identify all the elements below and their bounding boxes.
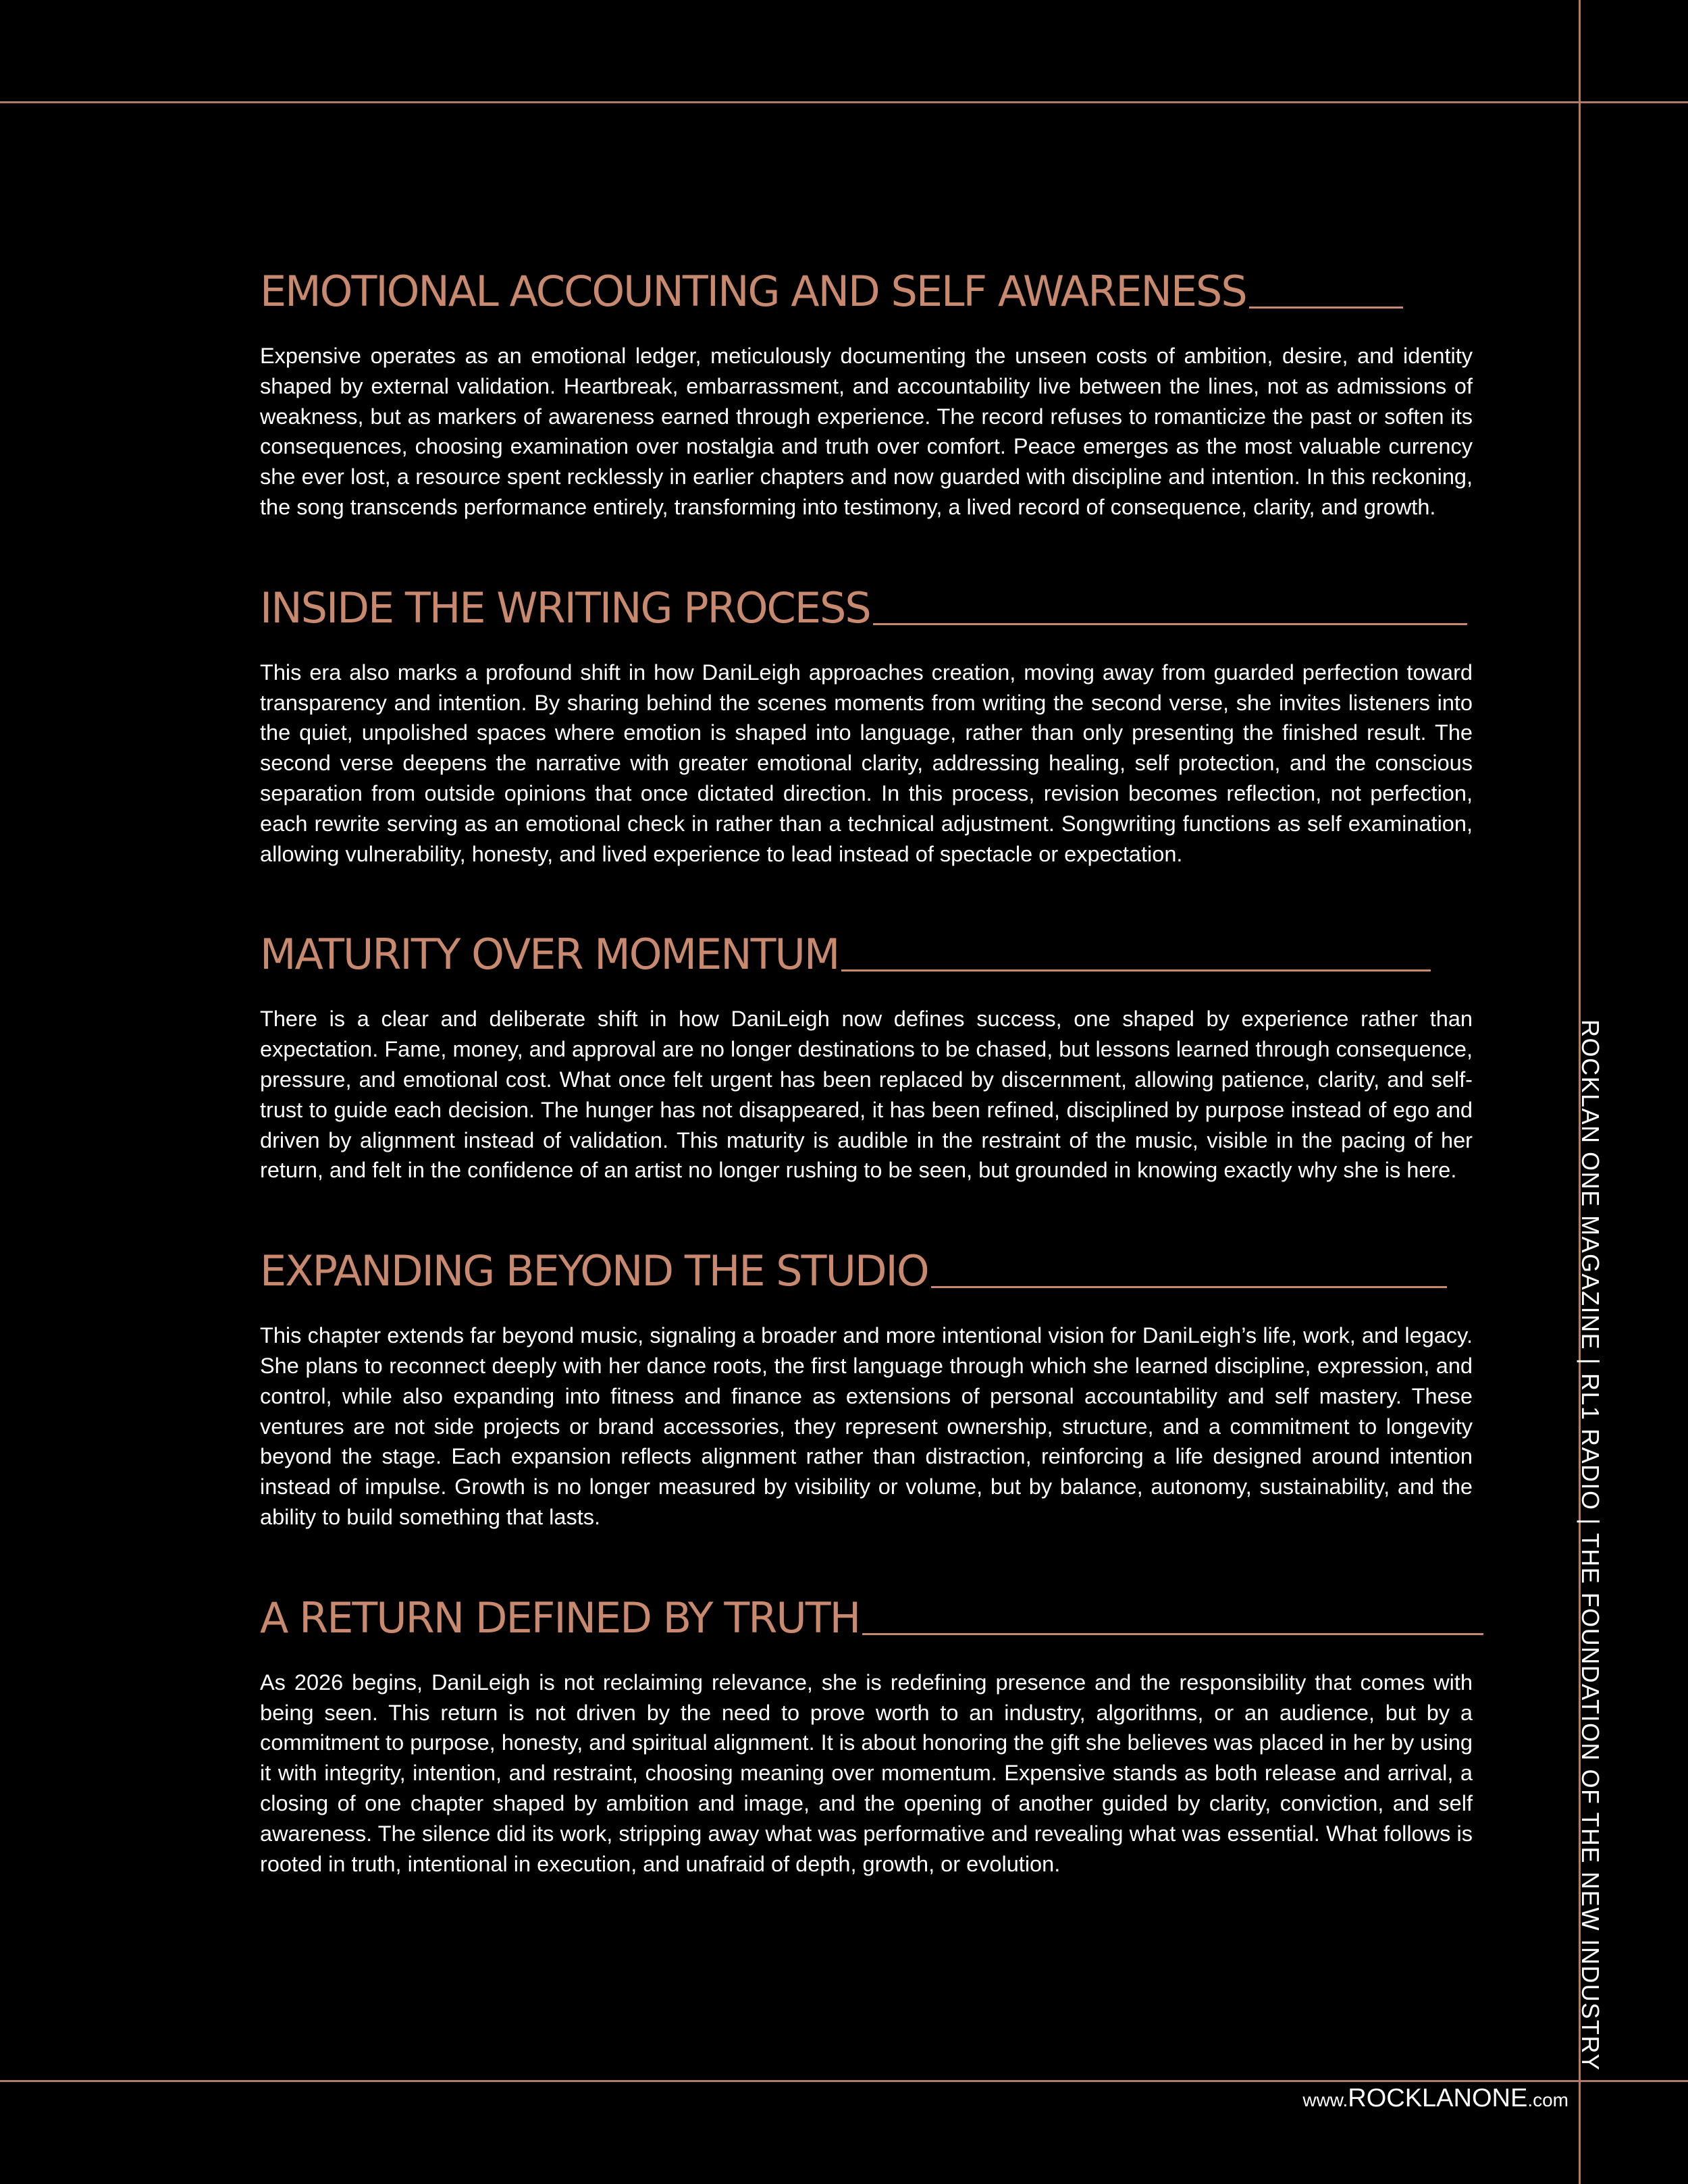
- section-return: [260, 1580, 1473, 1880]
- section-heading-text: A RETURN DEFINED BY TRUTH: [260, 1593, 860, 1643]
- section-paragraph: Expensive operates as an emotional ledger, meticulously documenting the unseen costs of ambition, desire, and identity shaped by external validation. Heartbreak, embarrassment, and accountability live between the lines, not as admissions of weakness, but as markers of awareness earned through experience. The record refuses to romanticize the past or soften its consequences, choosing examination over nostalgia and truth over comfort. Peace emerges as the most valuable currency she ever lost, a resource spent recklessly in earlier chapters and now guarded with discipline and intention. In this reckoning, the song transcends performance entirely, transforming into testimony, a lived record of consequence, clarity, and growth.: [260, 344, 1473, 519]
- article-body: [260, 253, 1473, 1926]
- section-heading: [260, 916, 1473, 980]
- section-heading: [260, 1580, 1473, 1643]
- section-heading-text: EMOTIONAL ACCOUNTING AND SELF AWARENESS: [260, 267, 1246, 316]
- section-heading-text: INSIDE THE WRITING PROCESS: [260, 583, 870, 633]
- section-paragraph: This era also marks a profound shift in how DaniLeigh approaches creation, moving away from guarded perfection toward transparency and intention. By sharing behind the scenes moments from writing the second verse, she invites listeners into the quiet, unpolished spaces where emotion is shaped into language, rather than only presenting the finished result. The second verse deepens the narrative with greater emotional clarity, addressing healing, self protection, and the conscious separation from outside opinions that once dictated direction. In this process, revision becomes reflection, not perfection, each rewrite serving as an emotional check in rather than a technical adjustment. Songwriting functions as self examination, allowing vulnerability, honesty, and lived experience to lead instead of spectacle or expectation.: [260, 660, 1473, 866]
- section-paragraph: There is a clear and deliberate shift in how DaniLeigh now defines success, one shaped by experience rather than expectation. Fame, money, and approval are no longer destinations to be chased, but lessons learned through consequence, pressure, and emotional cost. What once felt urgent has been replaced by discernment, allowing patience, clarity, and self-trust to guide each decision. The hunger has not disappeared, it has been refined, disciplined by purpose instead of ego and driven by alignment instead of validation. This maturity is audible in the restraint of the music, visible in the pacing of her return, and felt in the confidence of an artist no longer rushing to be seen, but grounded in knowing exactly why she is here.: [260, 1007, 1473, 1183]
- section-expanding: [260, 1233, 1473, 1533]
- section-emotional-accounting: [260, 253, 1473, 523]
- heading-underline: [862, 1633, 1483, 1635]
- heading-underline: [931, 1286, 1447, 1288]
- section-heading: [260, 1233, 1473, 1296]
- section-heading: [260, 253, 1473, 316]
- section-heading: [260, 570, 1473, 633]
- footer-website-link[interactable]: [1302, 2081, 1568, 2115]
- footer-url-prefix: www.: [1302, 2089, 1348, 2110]
- heading-underline: [841, 969, 1431, 971]
- heading-underline: [1249, 307, 1403, 309]
- section-heading-text: MATURITY OVER MOMENTUM: [260, 930, 839, 980]
- footer-url-main: ROCKLANONE: [1348, 2084, 1528, 2112]
- section-paragraph: As 2026 begins, DaniLeigh is not reclaiming relevance, she is redefining presence and the responsibility that comes with being seen. This return is not driven by the need to prove worth to an industry, algorithms, or an audience, but by a commitment to purpose, honesty, and spiritual alignment. It is about honoring the gift she believes was placed in her by using it with integrity, intention, and restraint, choosing meaning over momentum. Expensive stands as both release and arrival, a closing of one chapter shaped by ambition and image, and the opening of another guided by clarity, conviction, and self awareness. The silence did its work, stripping away what was performative and revealing what was essential. What follows is rooted in truth, intentional in execution, and unafraid of depth, growth, or evolution.: [260, 1670, 1473, 1876]
- section-heading-text: EXPANDING BEYOND THE STUDIO: [260, 1246, 928, 1296]
- vertical-masthead: ROCKLAN ONE MAGAZINE | RL1 RADIO | THE FOUNDATION OF THE NEW INDUSTRY: [1577, 1019, 1604, 2071]
- section-writing-process: [260, 570, 1473, 870]
- footer-url-suffix: .com: [1527, 2089, 1568, 2110]
- heading-underline: [873, 623, 1467, 625]
- section-maturity: [260, 916, 1473, 1186]
- section-paragraph: This chapter extends far beyond music, signaling a broader and more intentional vision for DaniLeigh’s life, work, and legacy. She plans to reconnect deeply with her dance roots, the first language through which she learned discipline, expression, and control, while also expanding into fitness and finance as extensions of personal accountability and self mastery. These ventures are not side projects or brand accessories, they represent ownership, structure, and a commitment to longevity beyond the stage. Each expansion reflects alignment rather than distraction, reinforcing a life designed around intention instead of impulse. Growth is no longer measured by visibility or volume, but by balance, autonomy, sustainability, and the ability to build something that lasts.: [260, 1323, 1473, 1529]
- top-rule: [0, 101, 1688, 103]
